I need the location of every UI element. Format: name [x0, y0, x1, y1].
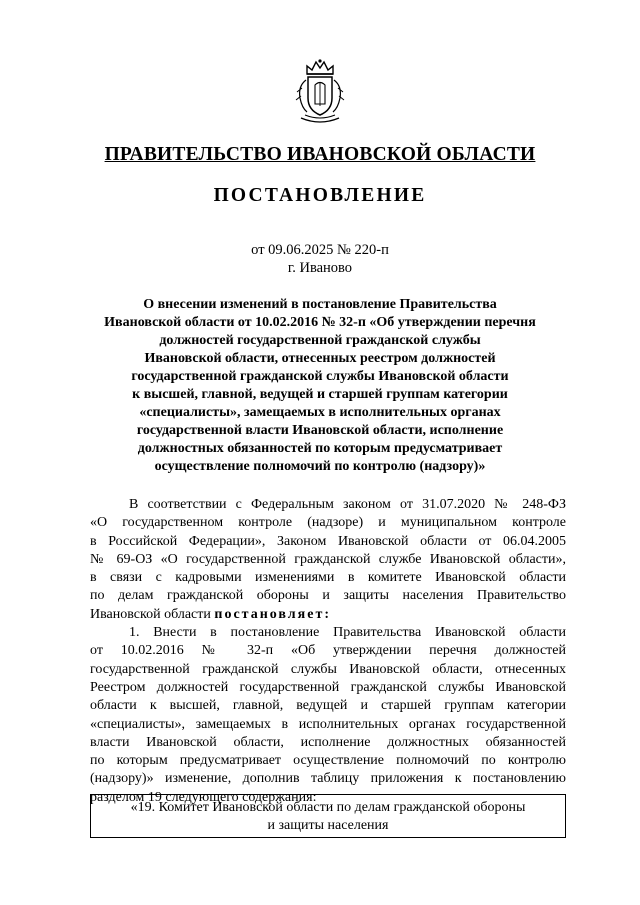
text-line: по делам гражданской обороны и защиты населения Правительство [90, 588, 566, 604]
document-date-number: от 09.06.2025 № 220-п [251, 242, 389, 258]
text-line: области к высшей, главной, ведущей и старшей группам категории [90, 698, 566, 714]
appendix-table-section-19 [90, 794, 566, 838]
document-heading [90, 296, 550, 476]
org-title: ПРАВИТЕЛЬСТВО ИВАНОВСКОЙ ОБЛАСТИ [104, 144, 536, 165]
heading-line: должностных обязанностей по которым предусматривает [137, 441, 503, 456]
heading-line: государственной власти Ивановской области, исполнение [136, 423, 504, 438]
clause-1-paragraph [90, 624, 566, 807]
text-line: «О государственном контроле (надзоре) и муниципальном контроле [90, 515, 566, 531]
heading-line: должностей государственной гражданской службы [159, 333, 481, 348]
heading-line: Ивановской области, отнесенных реестром должностей [144, 351, 496, 366]
document-body [90, 496, 566, 807]
document-type: ПОСТАНОВЛЕНИЕ [213, 185, 427, 206]
text-line: от 10.02.2016 № 32-п «Об утверждении перечня должностей [90, 643, 566, 659]
table-cell-line: и защиты населения [267, 818, 389, 833]
table-cell-line: «19. Комитет Ивановской области по делам гражданской обороны [130, 800, 526, 815]
text-line: власти Ивановской области, исполнение должностных обязанностей [90, 734, 566, 750]
text-line: государственной гражданской службы Ивановской области, отнесенных [90, 661, 566, 677]
heading-line: к высшей, главной, ведущей и старшей группам категории [132, 387, 508, 402]
text-line: в связи с кадровыми изменениями в комитете Ивановской области [90, 570, 566, 586]
document-city: г. Иваново [287, 260, 353, 276]
text-line: разделом 19 следующего содержания: [90, 789, 317, 805]
text-line [90, 606, 566, 624]
text-line: по которым предусматривает осуществление полномочий по контролю [90, 753, 566, 769]
preamble-paragraph [90, 496, 566, 624]
text-fragment: Ивановской области [90, 606, 211, 622]
text-line: «специалисты», замещаемых в исполнительных органах государственной [90, 716, 566, 732]
heading-line: О внесении изменений в постановление Правительства [143, 297, 497, 312]
heading-line: Ивановской области от 10.02.2016 № 32-п «Об утверждении перечня [104, 315, 536, 330]
resolves-keyword: постановляет: [214, 606, 331, 622]
text-line: № 69-ОЗ «О государственной гражданской службе Ивановской области», [90, 551, 566, 567]
text-line: (надзору)» изменение, дополнив таблицу приложения к постановлению [90, 771, 566, 787]
text-line: В соответствии с Федеральным законом от 31.07.2020 № 248-ФЗ [129, 497, 566, 512]
heading-line: осуществление полномочий по контролю (надзору)» [154, 459, 486, 474]
heading-line: государственной гражданской службы Ивановской области [131, 369, 509, 384]
text-line: в Российской Федерации», Законом Ивановской области от 06.04.2005 [90, 533, 566, 549]
text-line: Реестром должностей государственной гражданской службы Ивановской [90, 679, 566, 695]
ivanovo-coat-of-arms-icon [293, 58, 347, 126]
text-line: 1. Внести в постановление Правительства Ивановской области [129, 625, 566, 641]
heading-line: «специалисты», замещаемых в исполнительных органах [139, 405, 501, 420]
